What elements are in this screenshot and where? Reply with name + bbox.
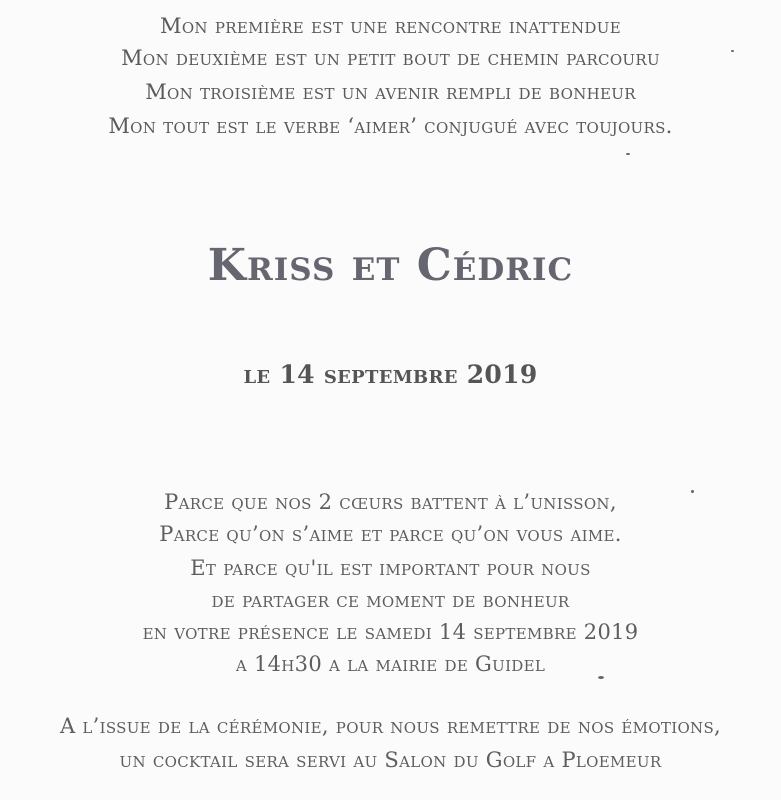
riddle-line-2: Mon deuxième est un petit bout de chemin parcouru	[121, 46, 660, 70]
paper-speck	[598, 676, 604, 679]
paper-speck	[691, 490, 694, 493]
message-line-3: Et parce qu'il est important pour nous	[190, 556, 591, 580]
message-line-4: de partager ce moment de bonheur	[211, 588, 570, 612]
riddle-line-3: Mon troisième est un avenir rempli de bonheur	[145, 80, 636, 104]
reception-line-1: A l’issue de la cérémonie, pour nous remettre de nos émotions,	[59, 714, 722, 738]
reception-line-2: un cocktail sera servi au Salon du Golf a Ploemeur	[119, 748, 662, 772]
message-line-5: en votre présence le samedi 14 septembre 2019	[142, 620, 639, 644]
couple-names-heading: Kriss et Cédric	[207, 240, 574, 291]
message-line-2: Parce qu’on s’aime et parce qu’on vous aime.	[159, 522, 622, 546]
wedding-date: le 14 septembre 2019	[243, 360, 538, 389]
riddle-line-1: Mon première est une rencontre inattendue	[160, 14, 621, 38]
riddle-line-4: Mon tout est le verbe ‘aimer’ conjugué avec toujours.	[108, 114, 673, 138]
message-line-6: a 14h30 a la mairie de Guidel	[235, 652, 546, 676]
paper-speck	[731, 50, 734, 52]
message-line-1: Parce que nos 2 cœurs battent à l’unisson,	[164, 490, 617, 514]
paper-speck	[626, 153, 630, 155]
